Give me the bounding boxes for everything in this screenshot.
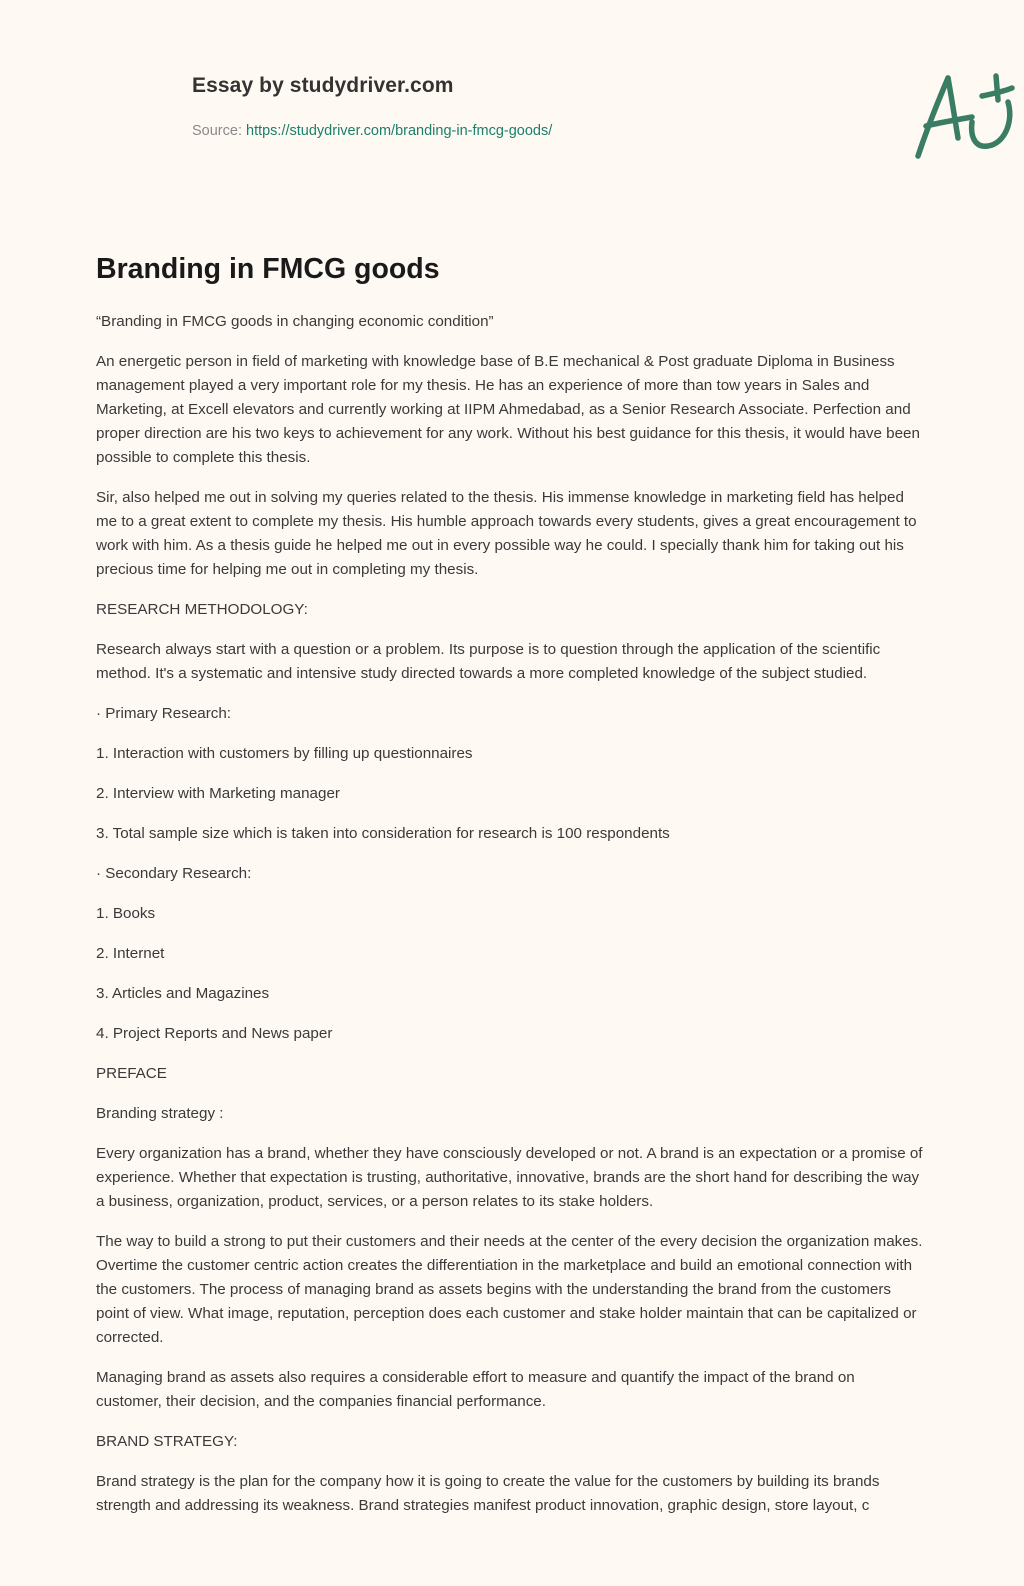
article-title: Branding in FMCG goods: [96, 253, 440, 285]
a-plus-grade-icon: [914, 70, 1018, 162]
list-item: 1. Interaction with customers by filling up questionnaires: [96, 744, 473, 762]
essay-article: [96, 252, 924, 1534]
list-heading-primary-research: · Primary Research:: [96, 704, 232, 722]
paragraph-acknowledgement-2: Sir, also helped me out in solving my queries related to the thesis. His immense knowledge in marketing field has helped me to a great extent to complete my thesis. His humble approach towards every students, gives a great encouragement to work with him. As a thesis guide he helped me out in every possible way he could. I specially thank him for taking out his precious time for helping me out in completing my thesis.: [96, 488, 917, 578]
subheading-branding-strategy: Branding strategy :: [96, 1104, 224, 1122]
brand-title: Essay by studydriver.com: [192, 74, 454, 97]
source-line: [192, 123, 552, 139]
paragraph-research-intro: Research always start with a question or a problem. Its purpose is to question through the application of the scientific method. It's a systematic and intensive study directed towards a more completed knowledge of the subject studied.: [96, 640, 881, 682]
paragraph-subtitle: “Branding in FMCG goods in changing economic condition”: [96, 312, 494, 330]
paragraph-brand-strategy: Brand strategy is the plan for the company how it is going to create the value for the customers by building its brands strength and addressing its weakness. Brand strategies manifest product innovation, graphic design, store layout, c: [96, 1472, 880, 1514]
source-label: Source:: [192, 123, 246, 139]
list-item: 1. Books: [96, 904, 156, 922]
paragraph-acknowledgement-1: An energetic person in field of marketing with knowledge base of B.E mechanical & Post graduate Diploma in Business management played a very important role for my thesis. He has an experience of more than tow years in Sales and Marketing, at Excell elevators and currently working at IIPM Ahmedabad, as a Senior Research Associate. Perfection and proper direction are his two keys to achievement for any work. Without his best guidance for this thesis, it would have been possible to complete this thesis.: [96, 352, 920, 466]
list-heading-secondary-research: · Secondary Research:: [96, 864, 252, 882]
section-heading-research-methodology: RESEARCH METHODOLOGY:: [96, 600, 308, 618]
paragraph-brand-definition: Every organization has a brand, whether they have consciously developed or not. A brand is an expectation or a promise of experience. Whether that expectation is trusting, authoritative, innovative, brands are the short hand for describing the way a business, organization, product, services, or a person relates to its stake holders.: [96, 1144, 923, 1210]
list-item: 3. Total sample size which is taken into consideration for research is 100 respondents: [96, 824, 670, 842]
paragraph-brand-assets: Managing brand as assets also requires a considerable effort to measure and quantify the impact of the brand on customer, their decision, and the companies financial performance.: [96, 1368, 855, 1410]
list-item: 2. Internet: [96, 944, 165, 962]
list-item: 3. Articles and Magazines: [96, 984, 270, 1002]
list-item: 2. Interview with Marketing manager: [96, 784, 340, 802]
paragraph-brand-building: The way to build a strong to put their customers and their needs at the center of the every decision the organization makes. Overtime the customer centric action creates the differentiation in the marketplace and build an emotional connection with the customers. The process of managing brand as assets begins with the understanding the brand from the customers point of view. What image, reputation, perception does each customer and stake holder maintain that can be capitalized or corrected.: [96, 1232, 923, 1346]
section-heading-brand-strategy: BRAND STRATEGY:: [96, 1432, 238, 1450]
list-item: 4. Project Reports and News paper: [96, 1024, 333, 1042]
page-header: [96, 0, 928, 230]
section-heading-preface: PREFACE: [96, 1064, 167, 1082]
source-link[interactable]: https://studydriver.com/branding-in-fmcg-goods/: [246, 123, 553, 139]
